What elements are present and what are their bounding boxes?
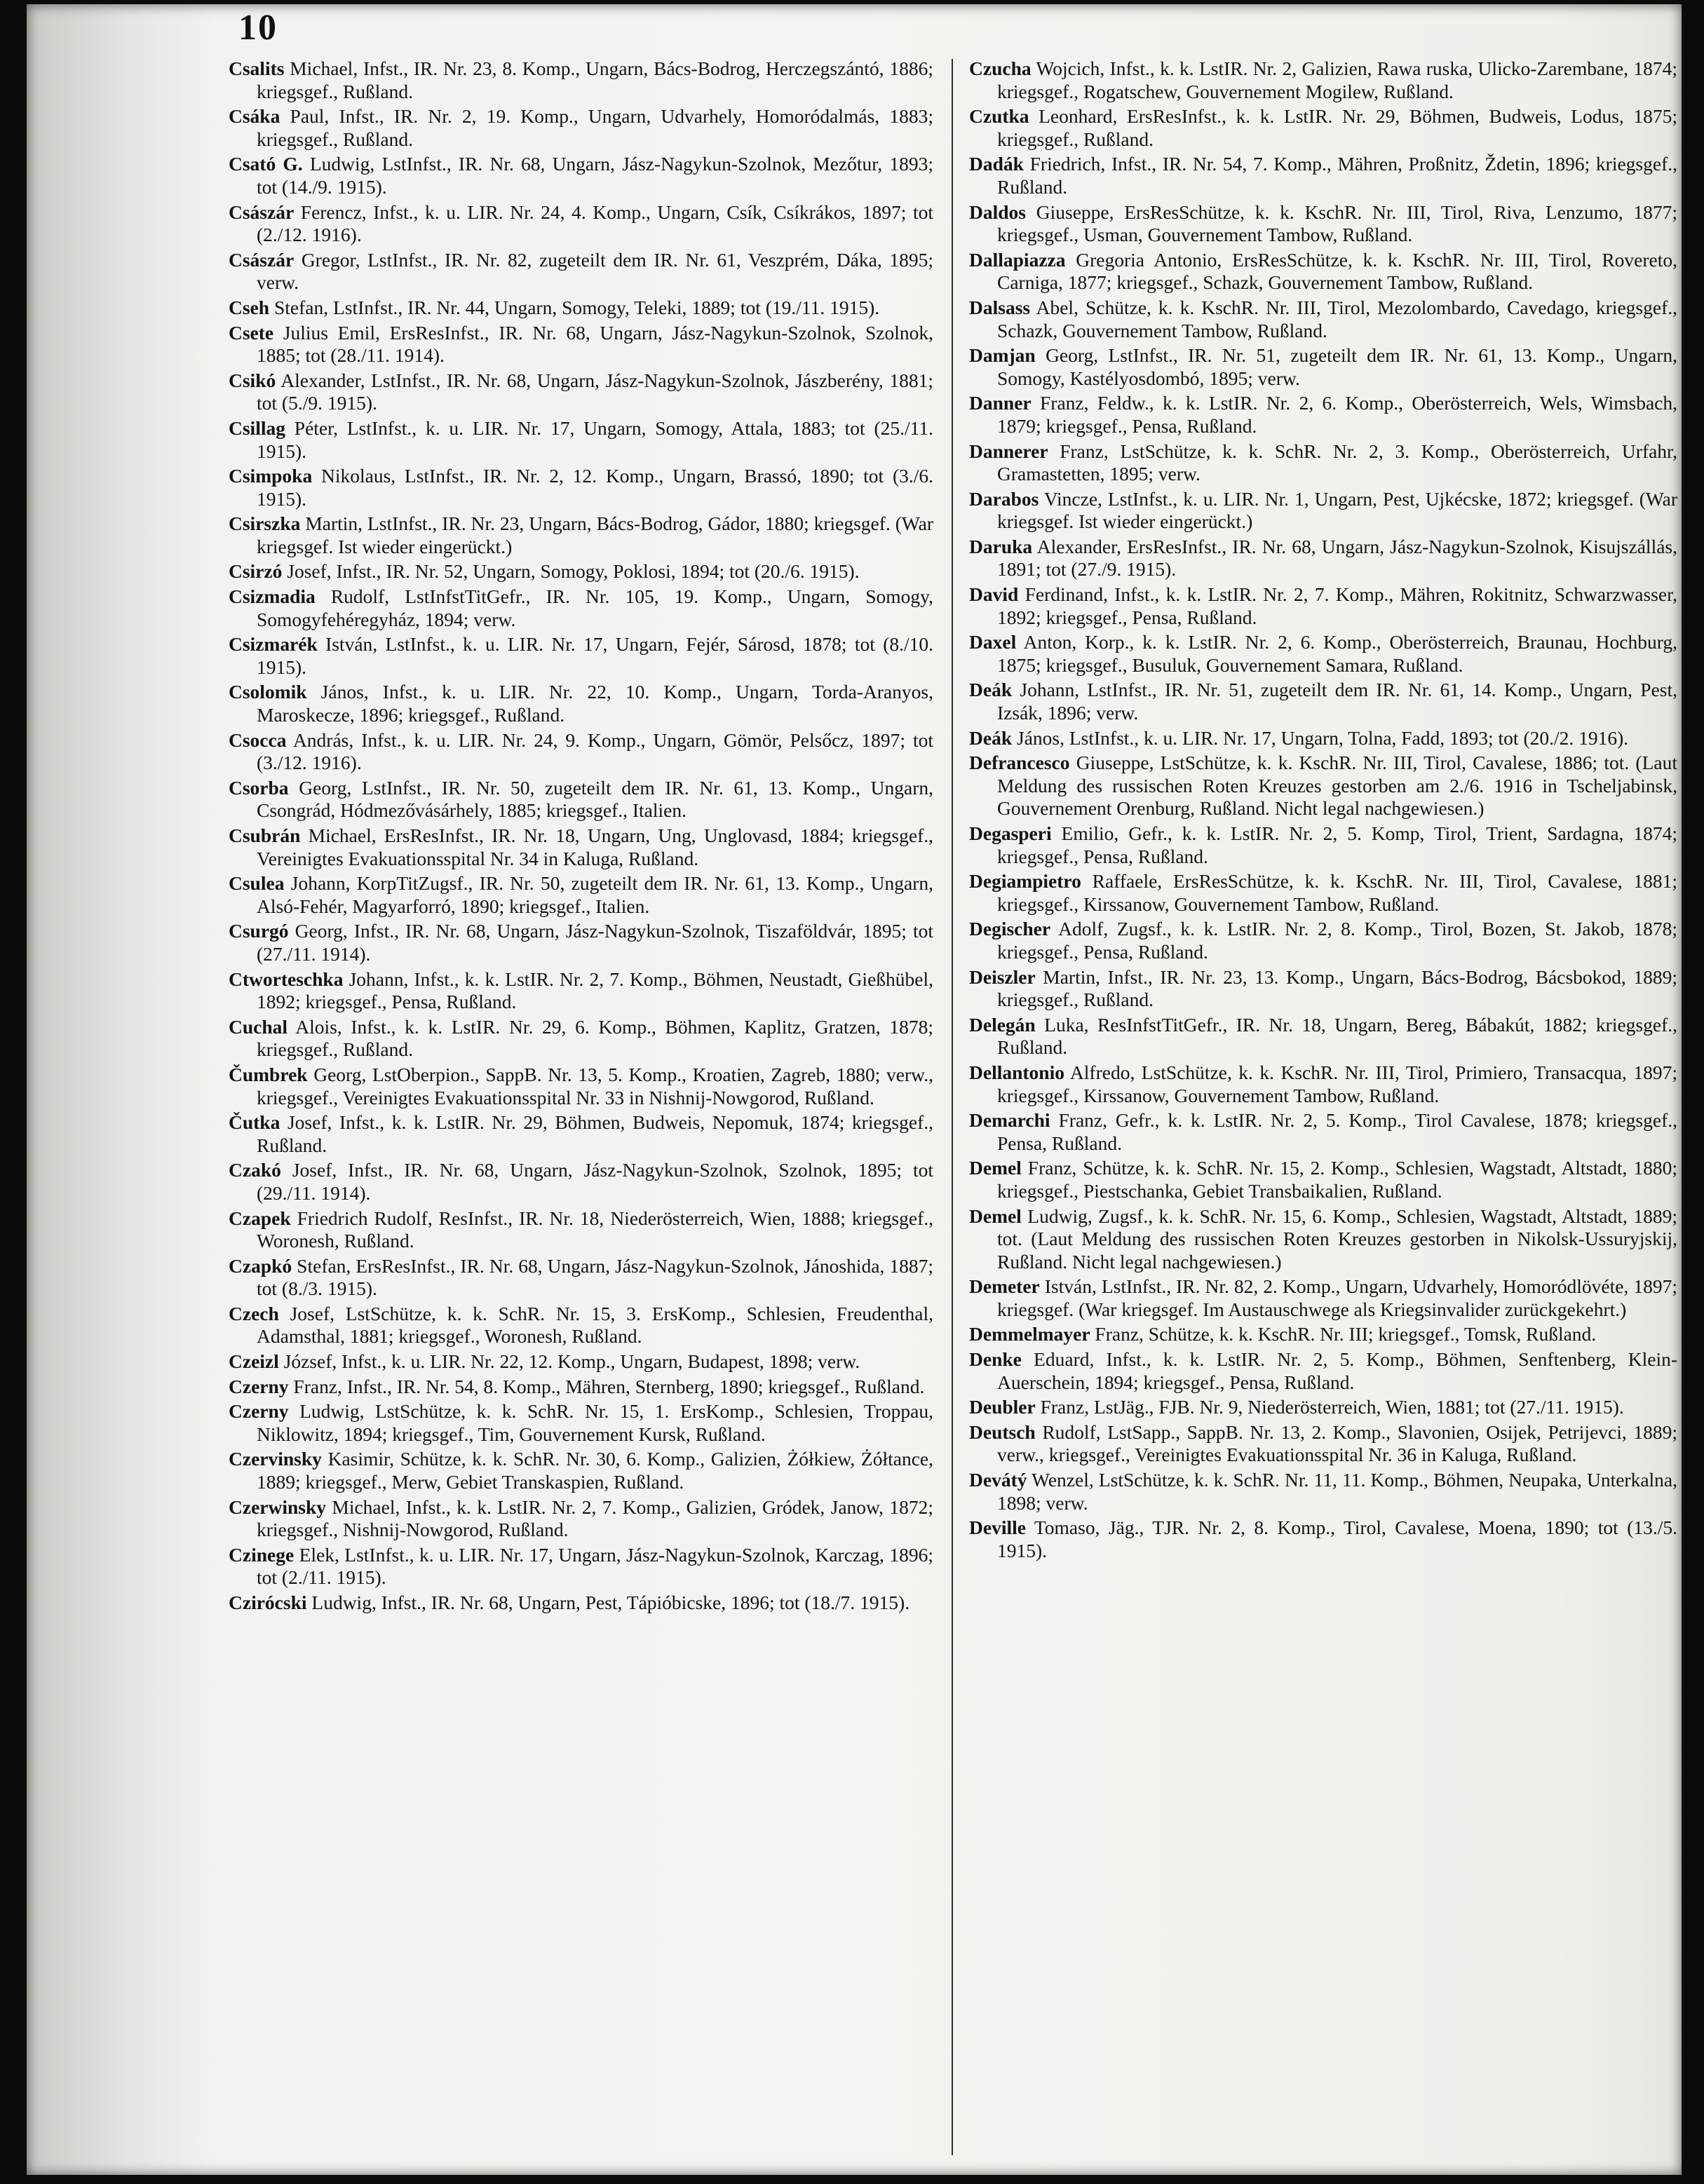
register-entry xyxy=(229,633,933,679)
entry-details: Ludwig, LstInfst., IR. Nr. 68, Ungarn, Jász-Nagykun-Szolnok, Mezőtur, 1893; tot (14./9. 1915). xyxy=(257,153,933,198)
register-entry xyxy=(969,1469,1677,1514)
entry-details: Franz, LstSchütze, k. k. SchR. Nr. 2, 3. Komp., Oberösterreich, Urfahr, Gramastetten, 1895; verw. xyxy=(997,440,1677,485)
entry-surname: Deville xyxy=(969,1517,1026,1539)
register-entry xyxy=(229,825,933,870)
page-number: 10 xyxy=(238,8,278,48)
register-entry xyxy=(969,679,1677,724)
entry-surname: Degischer xyxy=(969,918,1051,940)
entry-surname: Demarchi xyxy=(969,1109,1050,1132)
register-entry xyxy=(969,1205,1677,1274)
register-entry xyxy=(229,1016,933,1062)
register-entry xyxy=(229,105,933,151)
entry-surname: Degasperi xyxy=(969,822,1052,844)
register-entry xyxy=(229,1544,933,1589)
register-entry xyxy=(969,1396,1677,1419)
entry-surname: Čutka xyxy=(229,1111,280,1134)
entry-details: Georg, LstOberpion., SappB. Nr. 13, 5. Komp., Kroatien, Zagreb, 1880; verw., kriegsgef., Vereinigtes Evakuationsspital Nr. 33 in Nishnij-Nowgorod, Rußland. xyxy=(257,1063,933,1108)
entry-details: Johann, KorpTitZugsf., IR. Nr. 50, zugeteilt dem IR. Nr. 61, 13. Komp., Ungarn, Alsó-Fehér, Magyarforró, 1890; kriegsgef., Italien. xyxy=(257,872,933,917)
entry-details: Alexander, ErsResInfst., IR. Nr. 68, Ungarn, Jász-Nagykun-Szolnok, Kisujszállás, 1891; tot (27./9. 1915). xyxy=(997,535,1677,581)
entry-details: Stefan, LstInfst., IR. Nr. 44, Ungarn, Somogy, Teleki, 1889; tot (19./11. 1915). xyxy=(269,296,880,318)
register-entry xyxy=(969,727,1677,750)
register-entry xyxy=(229,1496,933,1542)
entry-details: Michael, Infst., k. k. LstIR. Nr. 2, 7. Komp., Galizien, Gródek, Janow, 1872; kriegsgef., Nishnij-Nowgorod, Rußland. xyxy=(257,1495,933,1541)
entry-surname: Csorba xyxy=(229,776,289,799)
entry-details: Franz, Gefr., k. k. LstIR. Nr. 2, 5. Komp., Tirol Cavalese, 1878; kriegsgef., Pensa, Rußland. xyxy=(997,1109,1677,1154)
entry-details: Alfredo, LstSchütze, k. k. KschR. Nr. III, Tirol, Primiero, Transacqua, 1897; kriegsgef., Kirssanow, Gouvernement Tambow, Rußland. xyxy=(997,1061,1677,1106)
register-entry xyxy=(969,1109,1677,1155)
entry-details: Franz, LstJäg., FJB. Nr. 9, Niederösterreich, Wien, 1881; tot (27./11. 1915). xyxy=(1035,1396,1624,1418)
register-entry xyxy=(969,440,1677,486)
entry-surname: Czerwinsky xyxy=(229,1495,327,1518)
entry-details: Friedrich Rudolf, ResInfst., IR. Nr. 18, Niederösterreich, Wien, 1888; kriegsgef., Woronesh, Rußland. xyxy=(257,1207,933,1252)
entry-surname: Czervinsky xyxy=(229,1448,322,1470)
entry-surname: Daruka xyxy=(969,535,1033,557)
entry-surname: Demel xyxy=(969,1205,1022,1227)
entry-details: Paul, Infst., IR. Nr. 2, 19. Komp., Ungarn, Udvarhely, Homoródalmás, 1883; kriegsgef., Rußland. xyxy=(257,105,933,150)
register-entry xyxy=(969,1157,1677,1202)
register-entry xyxy=(229,1448,933,1493)
register-entry xyxy=(969,1323,1677,1346)
register-entry xyxy=(229,1303,933,1348)
entry-surname: Csató G. xyxy=(229,153,303,175)
entry-details: Josef, Infst., k. k. LstIR. Nr. 29, Böhmen, Budweis, Nepomuk, 1874; kriegsgef., Rußland. xyxy=(257,1111,933,1156)
entry-details: Luka, ResInfstTitGefr., IR. Nr. 18, Ungarn, Bereg, Bábakút, 1882; kriegsgef., Rußland. xyxy=(997,1013,1677,1059)
register-entry xyxy=(229,585,933,631)
entry-surname: Deák xyxy=(969,679,1013,701)
entry-details: Wojcich, Infst., k. k. LstIR. Nr. 2, Galizien, Rawa ruska, Ulicko-Zarembane, 1874; kriegsgef., Rogatschew, Gouvernement Mogilew, Rußland. xyxy=(997,57,1677,102)
register-entry xyxy=(969,1348,1677,1394)
entry-details: Kasimir, Schütze, k. k. SchR. Nr. 30, 6. Komp., Galizien, Żółkiew, Żółtance, 1889; kriegsgef., Merw, Gebiet Transkaspien, Rußland. xyxy=(257,1448,933,1493)
entry-details: Rudolf, LstInfstTitGefr., IR. Nr. 105, 19. Komp., Ungarn, Somogy, Somogyfehéregyház, 1894; verw. xyxy=(257,585,933,630)
entry-details: Leonhard, ErsResInfst., k. k. LstIR. Nr. 29, Böhmen, Budweis, Lodus, 1875; kriegsgef., Rußland. xyxy=(997,105,1677,150)
register-entry xyxy=(229,729,933,775)
entry-surname: Csáka xyxy=(229,105,280,128)
register-entry xyxy=(229,369,933,415)
register-entry xyxy=(229,201,933,247)
register-entry xyxy=(229,560,933,583)
register-entry xyxy=(229,1207,933,1253)
register-entry xyxy=(229,681,933,726)
register-entry xyxy=(969,1062,1677,1107)
entry-surname: Denke xyxy=(969,1348,1022,1371)
entry-details: Michael, Infst., IR. Nr. 23, 8. Komp., Ungarn, Bács-Bodrog, Herczegszántó, 1886; kriegsgef., Rußland. xyxy=(257,57,933,102)
entry-surname: Csete xyxy=(229,321,274,344)
register-entry xyxy=(229,872,933,918)
entry-details: István, LstInfst., IR. Nr. 82, 2. Komp., Ungarn, Udvarhely, Homoródlövéte, 1897; kriegsgef. (War kriegsgef. Im Austauschwege als Kriegsinvalider zurückgekehrt.) xyxy=(997,1275,1677,1320)
entry-surname: Czucha xyxy=(969,57,1032,79)
register-entry xyxy=(969,57,1677,103)
entry-details: Giuseppe, LstSchütze, k. k. KschR. Nr. III, Tirol, Cavalese, 1886; tot. (Laut Meldung des russischen Roten Kreuzes gestorben am 2./6. 1916 in Tscheljabinsk, Gouvernement Orenburg, Rußland. Nicht legal nachgewiesen.) xyxy=(997,752,1677,820)
register-entry xyxy=(969,583,1677,629)
entry-details: Georg, Infst., IR. Nr. 68, Ungarn, Jász-Nagykun-Szolnok, Tiszaföldvár, 1895; tot (27./11. 1914). xyxy=(257,920,933,965)
entry-surname: Defrancesco xyxy=(969,752,1070,774)
entry-surname: Czutka xyxy=(969,105,1029,128)
register-entry xyxy=(229,1111,933,1157)
entry-surname: Czerny xyxy=(229,1400,289,1423)
register-entry xyxy=(229,1064,933,1109)
entry-details: Josef, Infst., IR. Nr. 52, Ungarn, Somogy, Poklosi, 1894; tot (20./6. 1915). xyxy=(282,560,860,583)
entry-surname: Danner xyxy=(969,392,1032,414)
entry-surname: Czinege xyxy=(229,1543,295,1566)
entry-surname: Czakó xyxy=(229,1159,281,1181)
register-entry xyxy=(229,465,933,510)
entry-details: Wenzel, LstSchütze, k. k. SchR. Nr. 11, 11. Komp., Böhmen, Neupaka, Unterkalna, 1898; verw. xyxy=(997,1469,1677,1514)
entry-details: Alois, Infst., k. k. LstIR. Nr. 29, 6. Komp., Böhmen, Kaplitz, Gratzen, 1878; kriegsgef., Rußland. xyxy=(257,1015,933,1061)
entry-surname: Csocca xyxy=(229,728,287,751)
register-entry xyxy=(969,201,1677,247)
entry-surname: Deutsch xyxy=(969,1420,1036,1443)
register-entry xyxy=(969,153,1677,198)
entry-surname: Czeizl xyxy=(229,1350,279,1373)
register-entry xyxy=(229,322,933,367)
entry-details: Friedrich, Infst., IR. Nr. 54, 7. Komp., Mähren, Proßnitz, Ždetin, 1896; kriegsgef., Rußland. xyxy=(997,153,1677,198)
entry-surname: Csulea xyxy=(229,872,285,895)
register-entry xyxy=(229,777,933,822)
register-entry xyxy=(229,968,933,1014)
register-entry xyxy=(969,631,1677,677)
entry-details: Giuseppe, ErsResSchütze, k. k. KschR. Nr. III, Tirol, Riva, Lenzumo, 1877; kriegsgef., Usman, Gouvernement Tambow, Rußland. xyxy=(997,201,1677,246)
register-entry xyxy=(229,153,933,198)
register-entry xyxy=(969,752,1677,820)
register-entry xyxy=(229,57,933,103)
entry-surname: Czerny xyxy=(229,1375,289,1397)
entry-details: Elek, LstInfst., k. u. LIR. Nr. 17, Ungarn, Jász-Nagykun-Szolnok, Karczag, 1896; tot (2./11. 1915). xyxy=(257,1543,933,1589)
entry-details: Ludwig, Infst., IR. Nr. 68, Ungarn, Pest, Tápióbicske, 1896; tot (18./7. 1915). xyxy=(306,1592,910,1613)
entry-details: Vincze, LstInfst., k. u. LIR. Nr. 1, Ungarn, Pest, Ujkécske, 1872; kriegsgef. (War kriegsgef. Ist wieder eingerückt.) xyxy=(997,487,1677,533)
entry-details: Johann, Infst., k. k. LstIR. Nr. 2, 7. Komp., Böhmen, Neustadt, Gießhübel, 1892; kriegsgef., Pensa, Rußland. xyxy=(257,968,933,1013)
entry-details: József, Infst., k. u. LIR. Nr. 22, 12. Komp., Ungarn, Budapest, 1898; verw. xyxy=(278,1350,860,1373)
entry-details: Anton, Korp., k. k. LstIR. Nr. 2, 6. Komp., Oberösterreich, Braunau, Hochburg, 1875; kriegsgef., Busuluk, Gouvernement Samara, Rußland. xyxy=(997,631,1677,676)
entry-details: Emilio, Gefr., k. k. LstIR. Nr. 2, 5. Komp, Tirol, Trient, Sardagna, 1874; kriegsgef., Pensa, Rußland. xyxy=(997,822,1677,867)
entry-surname: Deák xyxy=(969,726,1013,749)
entry-surname: Csalits xyxy=(229,57,285,79)
column-divider xyxy=(952,59,953,2155)
entry-surname: Csirzó xyxy=(229,560,283,583)
right-column xyxy=(969,57,1677,2161)
entry-details: Gregor, LstInfst., IR. Nr. 82, zugeteilt dem IR. Nr. 61, Veszprém, Dáka, 1895; verw. xyxy=(257,248,933,294)
entry-surname: Demel xyxy=(969,1157,1022,1179)
register-entry xyxy=(969,918,1677,963)
entry-details: Ferencz, Infst., k. u. LIR. Nr. 24, 4. Komp., Ungarn, Csík, Csíkrákos, 1897; tot (2./12. 1916). xyxy=(257,201,933,246)
entry-details: Georg, LstInfst., IR. Nr. 50, zugeteilt dem IR. Nr. 61, 13. Komp., Ungarn, Csongrád, Hódmezővásárhely, 1885; kriegsgef., Italien. xyxy=(257,776,933,822)
register-entry xyxy=(969,488,1677,534)
entry-surname: Csirszka xyxy=(229,513,301,535)
register-entry xyxy=(229,249,933,294)
entry-details: Tomaso, Jäg., TJR. Nr. 2, 8. Komp., Tirol, Cavalese, Moena, 1890; tot (13./5. 1915). xyxy=(997,1517,1677,1561)
register-entry xyxy=(969,392,1677,438)
entry-surname: Császár xyxy=(229,201,295,223)
register-entry xyxy=(969,870,1677,916)
register-entry xyxy=(969,297,1677,342)
entry-surname: Csimpoka xyxy=(229,465,313,487)
register-entry xyxy=(969,1275,1677,1321)
entry-surname: Dallapiazza xyxy=(969,248,1066,271)
entry-details: Stefan, ErsResInfst., IR. Nr. 68, Ungarn, Jász-Nagykun-Szolnok, Jánoshida, 1887; tot (8./3. 1915). xyxy=(257,1254,933,1300)
register-entry xyxy=(969,536,1677,581)
register-entry xyxy=(969,966,1677,1012)
entry-surname: Daldos xyxy=(969,201,1026,223)
entry-surname: Dannerer xyxy=(969,440,1048,462)
entry-surname: Csubrán xyxy=(229,825,301,846)
entry-surname: David xyxy=(969,583,1019,606)
register-entry xyxy=(969,822,1677,868)
entry-details: Johann, LstInfst., IR. Nr. 51, zugeteilt dem IR. Nr. 61, 14. Komp., Ungarn, Pest, Izsák, 1896; verw. xyxy=(997,679,1677,724)
entry-surname: Ctworteschka xyxy=(229,968,344,990)
entry-details: Martin, Infst., IR. Nr. 23, 13. Komp., Ungarn, Bács-Bodrog, Bácsbokod, 1889; kriegsgef., Rußland. xyxy=(997,965,1677,1011)
register-entry xyxy=(229,1255,933,1301)
entry-surname: Demmelmayer xyxy=(969,1323,1090,1345)
entry-surname: Cuchal xyxy=(229,1015,288,1038)
entry-details: Martin, LstInfst., IR. Nr. 23, Ungarn, Bács-Bodrog, Gádor, 1880; kriegsgef. (War kriegsgef. Ist wieder eingerückt.) xyxy=(257,513,933,557)
entry-surname: Deiszler xyxy=(969,965,1036,988)
register-entry xyxy=(229,297,933,320)
entry-surname: Dadák xyxy=(969,153,1024,175)
entry-surname: Čumbrek xyxy=(229,1063,308,1085)
entry-surname: Csikó xyxy=(229,369,276,391)
entry-surname: Daxel xyxy=(969,631,1017,653)
entry-surname: Csurgó xyxy=(229,920,289,942)
entry-surname: Császár xyxy=(229,248,295,271)
register-entry xyxy=(969,1517,1677,1562)
entry-details: Abel, Schütze, k. k. KschR. Nr. III, Tirol, Mezolombardo, Cavedago, kriegsgef., Schazk, Gouvernement Tambow, Rußland. xyxy=(997,296,1677,341)
entry-surname: Damjan xyxy=(969,344,1036,367)
entry-surname: Czech xyxy=(229,1302,279,1324)
entry-surname: Dellantonio xyxy=(969,1061,1064,1083)
register-entry xyxy=(969,249,1677,294)
entry-details: Josef, LstSchütze, k. k. SchR. Nr. 15, 3. ErsKomp., Schlesien, Freudenthal, Adamsthal, 1881; kriegsgef., Woronesh, Rußland. xyxy=(257,1302,933,1348)
entry-surname: Csillag xyxy=(229,416,285,439)
entry-details: Franz, Infst., IR. Nr. 54, 8. Komp., Mähren, Sternberg, 1890; kriegsgef., Rußland. xyxy=(288,1375,925,1397)
entry-details: Ferdinand, Infst., k. k. LstIR. Nr. 2, 7. Komp., Mähren, Rokitnitz, Schwarzwasser, 1892; kriegsgef., Pensa, Rußland. xyxy=(997,583,1677,628)
entry-details: András, Infst., k. u. LIR. Nr. 24, 9. Komp., Ungarn, Gömör, Pelsőcz, 1897; tot (3./12. 1916). xyxy=(257,728,933,774)
entry-details: Péter, LstInfst., k. u. LIR. Nr. 17, Ungarn, Somogy, Attala, 1883; tot (25./11. 1915). xyxy=(257,416,933,462)
entry-details: Eduard, Infst., k. k. LstIR. Nr. 2, 5. Komp., Böhmen, Senftenberg, Klein-Auerschein, 1894; kriegsgef., Pensa, Rußland. xyxy=(997,1348,1677,1393)
register-entry xyxy=(969,105,1677,151)
entry-details: Georg, LstInfst., IR. Nr. 51, zugeteilt dem IR. Nr. 61, 13. Komp., Ungarn, Somogy, Kastélyosdombó, 1895; verw. xyxy=(997,344,1677,389)
entry-details: Ludwig, Zugsf., k. k. SchR. Nr. 15, 6. Komp., Schlesien, Wagstadt, Altstadt, 1889; tot. (Laut Meldung des russischen Roten Kreuzes gestorben in Nikolsk-Ussuryjskij, Rußland. Nicht legal nachgewiesen.) xyxy=(997,1205,1677,1273)
register-entry xyxy=(229,1350,933,1374)
entry-details: Franz, Schütze, k. k. KschR. Nr. III; kriegsgef., Tomsk, Rußland. xyxy=(1090,1323,1597,1345)
entry-details: Michael, ErsResInfst., IR. Nr. 18, Ungarn, Ung, Unglovasd, 1884; kriegsgef., Vereinigtes Evakuationsspital Nr. 34 in Kaluga, Rußland. xyxy=(257,825,933,869)
register-entry xyxy=(969,1014,1677,1059)
entry-details: Gregoria Antonio, ErsResSchütze, k. k. KschR. Nr. III, Tirol, Rovereto, Carniga, 1877; kriegsgef., Schazk, Gouvernement Tambow, Rußland. xyxy=(997,248,1677,294)
entry-surname: Devátý xyxy=(969,1469,1027,1491)
entry-surname: Cseh xyxy=(229,296,270,318)
register-entry xyxy=(229,1376,933,1399)
entry-details: Adolf, Zugsf., k. k. LstIR. Nr. 2, 8. Komp., Tirol, Bozen, St. Jakob, 1878; kriegsgef., Pensa, Rußland. xyxy=(997,918,1677,963)
entry-surname: Darabos xyxy=(969,487,1039,510)
entry-surname: Demeter xyxy=(969,1275,1040,1298)
entry-details: Rudolf, LstSapp., SappB. Nr. 13, 2. Komp., Slavonien, Osijek, Petrijevci, 1889; verw., kriegsgef., Vereinigtes Evakuationsspital Nr. 36 in Kaluga, Rußland. xyxy=(997,1420,1677,1466)
entry-details: Josef, Infst., IR. Nr. 68, Ungarn, Jász-Nagykun-Szolnok, Szolnok, 1895; tot (29./11. 1914). xyxy=(257,1159,933,1204)
entry-details: Julius Emil, ErsResInfst., IR. Nr. 68, Ungarn, Jász-Nagykun-Szolnok, Szolnok, 1885; tot (28./11. 1914). xyxy=(257,321,933,367)
entry-details: Franz, Feldw., k. k. LstIR. Nr. 2, 6. Komp., Oberösterreich, Wels, Wimsbach, 1879; kriegsgef., Pensa, Rußland. xyxy=(997,392,1677,437)
entry-details: Raffaele, ErsResSchütze, k. k. KschR. Nr. III, Tirol, Cavalese, 1881; kriegsgef., Kirssanow, Gouvernement Tambow, Rußland. xyxy=(997,870,1677,915)
entry-surname: Degiampietro xyxy=(969,870,1081,893)
entry-surname: Csolomik xyxy=(229,681,307,703)
register-entry xyxy=(229,513,933,558)
register-entry xyxy=(229,1159,933,1205)
entry-details: Alexander, LstInfst., IR. Nr. 68, Ungarn, Jász-Nagykun-Szolnok, Jászberény, 1881; tot (5./9. 1915). xyxy=(257,369,933,414)
entry-details: Franz, Schütze, k. k. SchR. Nr. 15, 2. Komp., Schlesien, Wagstadt, Altstadt, 1880; kriegsgef., Piestschanka, Gebiet Transbaikalien, Rußland. xyxy=(997,1157,1677,1202)
entry-surname: Delegán xyxy=(969,1013,1036,1036)
entry-surname: Csizmadia xyxy=(229,585,316,608)
entry-surname: Czapek xyxy=(229,1207,291,1229)
register-entry xyxy=(229,417,933,463)
entry-surname: Csizmarék xyxy=(229,633,318,656)
register-entry xyxy=(229,1400,933,1446)
entry-surname: Czirócski xyxy=(229,1592,307,1613)
entry-details: Nikolaus, LstInfst., IR. Nr. 2, 12. Komp., Ungarn, Brassó, 1890; tot (3./6. 1915). xyxy=(257,465,933,510)
register-entry xyxy=(229,1592,933,1615)
entry-details: János, LstInfst., k. u. LIR. Nr. 17, Ungarn, Tolna, Fadd, 1893; tot (20./2. 1916). xyxy=(1012,726,1629,749)
entry-surname: Czapkó xyxy=(229,1254,292,1277)
entry-surname: Deubler xyxy=(969,1396,1036,1418)
left-column xyxy=(229,57,933,2161)
register-entry xyxy=(229,920,933,965)
entry-surname: Dalsass xyxy=(969,296,1031,318)
entry-details: István, LstInfst., k. u. LIR. Nr. 17, Ungarn, Fejér, Sárosd, 1878; tot (8./10. 1915). xyxy=(257,633,933,678)
entry-details: János, Infst., k. u. LIR. Nr. 22, 10. Komp., Ungarn, Torda-Aranyos, Maroskecze, 1896; kriegsgef., Rußland. xyxy=(257,681,933,726)
entry-details: Ludwig, LstSchütze, k. k. SchR. Nr. 15, 1. ErsKomp., Schlesien, Troppau, Niklowitz, 1894; kriegsgef., Tim, Gouvernement Kursk, Rußland. xyxy=(257,1400,933,1445)
register-entry xyxy=(969,344,1677,390)
register-entry xyxy=(969,1421,1677,1467)
